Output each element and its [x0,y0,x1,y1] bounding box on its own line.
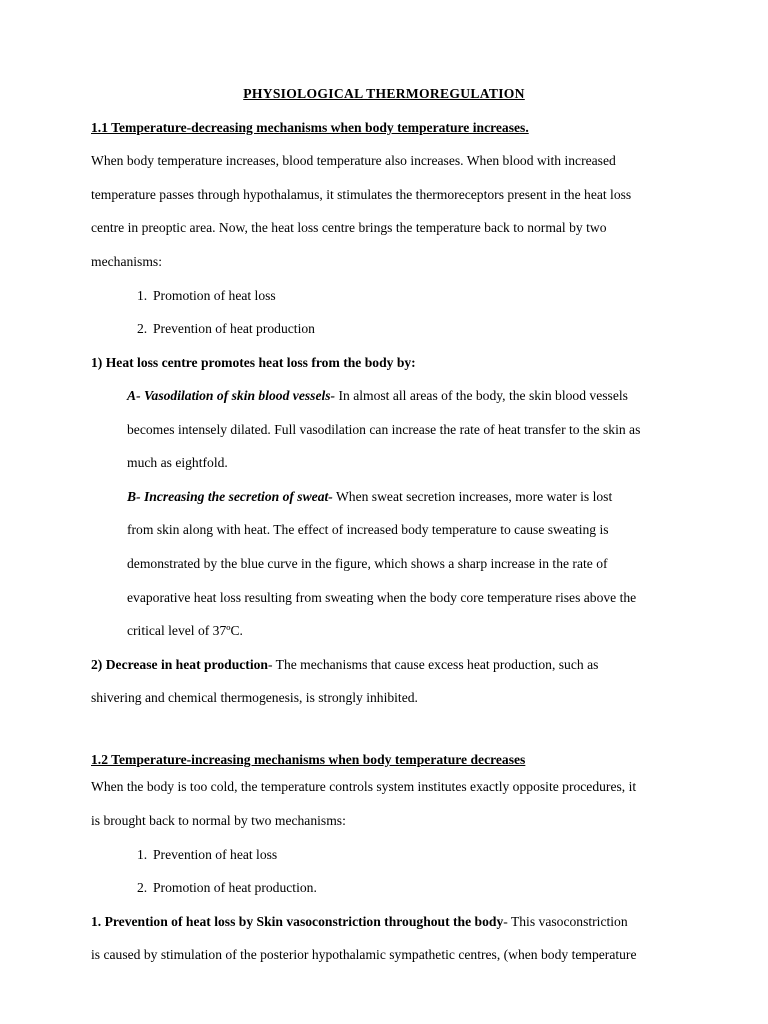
list-item [137,320,315,338]
paragraph-line: shivering and chemical thermogenesis, is strongly inhibited. [91,690,418,705]
section2-sub1-line [91,913,628,931]
sub2-label: 2) Decrease in heat production [91,657,268,672]
paragraph-line: becomes intensely dilated. Full vasodilation can increase the rate of heat transfer to the skin as [127,422,641,437]
document-title: PHYSIOLOGICAL THERMOREGULATION [243,86,525,101]
paragraph-line: temperature passes through hypothalamus, it stimulates the thermoreceptors present in the heat loss [91,187,632,202]
list-item [137,846,277,864]
paragraph-line: is caused by stimulation of the posterior hypothalamic sympathetic centres, (when body temperature [91,947,637,962]
list-text: Prevention of heat loss [153,847,278,862]
point-a-label: A- Vasodilation of skin blood vessels- [127,388,336,403]
list-item [137,879,317,897]
list-text: Prevention of heat production [153,321,315,336]
paragraph-line: centre in preoptic area. Now, the heat loss centre brings the temperature back to normal by two [91,220,607,235]
subheading-heat-loss-centre: 1) Heat loss centre promotes heat loss from the body by: [91,355,416,370]
paragraph-line: evaporative heat loss resulting from sweating when the body core temperature rises above the [127,590,637,605]
point-b-text: When sweat secretion increases, more water is lost [332,489,613,504]
paragraph-line: from skin along with heat. The effect of increased body temperature to cause sweating is [127,522,609,537]
paragraph-line: critical level of 37ºC. [127,623,243,638]
section-heading-1-2: 1.2 Temperature-increasing mechanisms when body temperature decreases [91,752,526,767]
point-b-label: B- Increasing the secretion of sweat- [127,489,333,504]
sub2-line [91,656,598,674]
list-text: Promotion of heat loss [153,288,276,303]
list-number: 2. [137,321,148,336]
list-number: 1. [137,288,148,303]
paragraph-line: When the body is too cold, the temperature controls system institutes exactly opposite procedures, it [91,779,637,794]
list-number: 1. [137,847,148,862]
sub2-text: - The mechanisms that cause excess heat production, such as [267,657,599,672]
paragraph-line: demonstrated by the blue curve in the figure, which shows a sharp increase in the rate of [127,556,608,571]
point-a-text: In almost all areas of the body, the skin blood vessels [335,388,628,403]
section2-sub1-text: - This vasoconstriction [503,914,628,929]
paragraph-line: is brought back to normal by two mechanisms: [91,813,346,828]
section2-sub1-label: 1. Prevention of heat loss by Skin vasoconstriction throughout the body [91,914,504,929]
list-text: Promotion of heat production. [153,880,317,895]
paragraph-line: much as eightfold. [127,455,228,470]
list-number: 2. [137,880,148,895]
paragraph-line: mechanisms: [91,254,162,269]
point-b-line [127,488,612,506]
paragraph-line: When body temperature increases, blood temperature also increases. When blood with increased [91,153,616,168]
section-heading-1-1: 1.1 Temperature-decreasing mechanisms when body temperature increases. [91,120,529,135]
point-a-line [127,387,628,405]
list-item [137,287,276,305]
